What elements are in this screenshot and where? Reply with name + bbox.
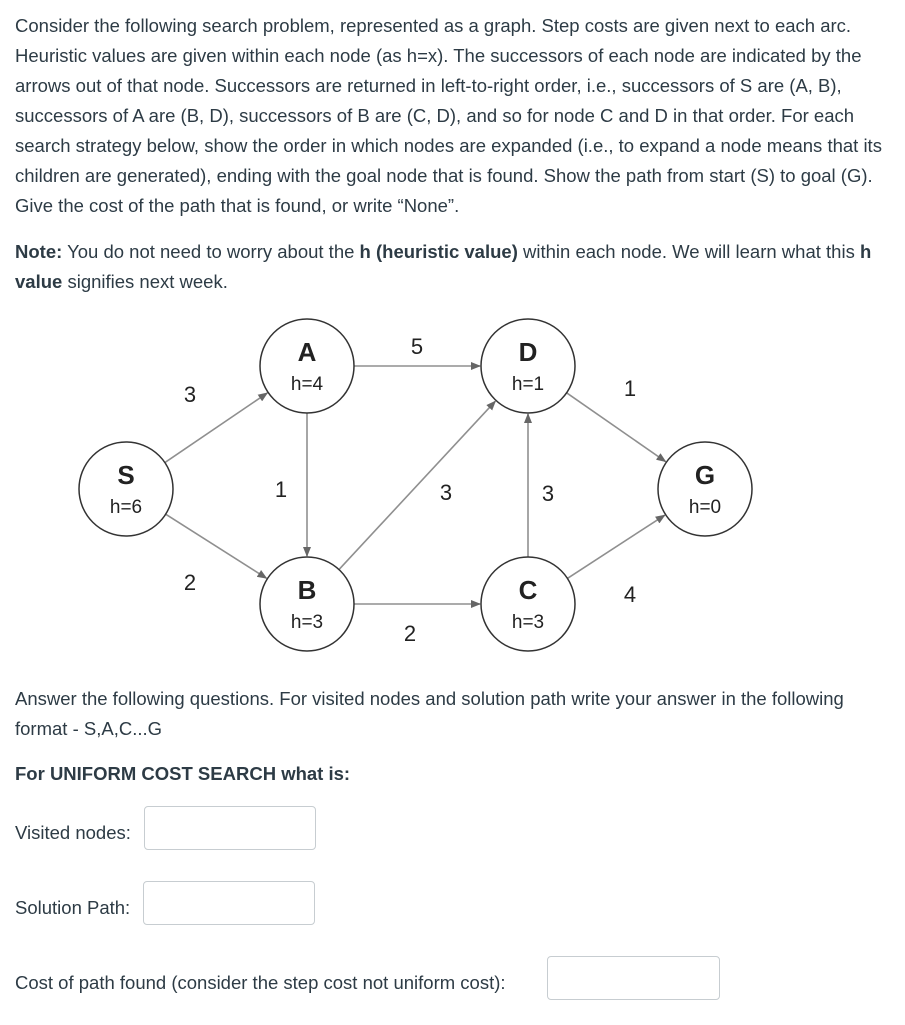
note-bold-h-value: h value — [15, 241, 872, 292]
edge-cost-s-b: 2 — [183, 569, 197, 595]
node-g-label: G — [694, 459, 716, 490]
note-text-1: You do not need to worry about the — [62, 241, 360, 262]
ucs-heading: For UNIFORM COST SEARCH what is: — [15, 763, 351, 784]
solution-path-input[interactable] — [143, 881, 315, 925]
node-s-heuristic: h=6 — [109, 497, 143, 519]
node-s-label: S — [117, 459, 135, 490]
edge-cost-a-d: 5 — [410, 333, 424, 359]
edge-c-g — [567, 515, 664, 578]
edge-cost-c-d: 3 — [541, 480, 555, 506]
node-a — [260, 319, 354, 413]
edge-cost-d-g: 1 — [623, 375, 637, 401]
edge-s-b — [166, 514, 267, 578]
node-d-label: D — [518, 336, 538, 367]
edge-d-g — [567, 393, 666, 462]
edge-cost-a-b: 1 — [274, 476, 288, 502]
edge-cost-s-a: 3 — [183, 381, 197, 407]
path-cost-input[interactable] — [547, 956, 720, 1000]
note-text-2: within each node. We will learn what this — [517, 241, 860, 262]
edge-cost-b-d: 3 — [439, 479, 453, 505]
visited-nodes-input[interactable] — [144, 806, 316, 850]
solution-path-label: Solution Path: — [15, 897, 131, 918]
node-d-heuristic: h=1 — [511, 374, 545, 396]
note-paragraph — [15, 237, 895, 297]
path-cost-label: Cost of path found (consider the step cost not uniform cost): — [15, 972, 506, 993]
note-label: Note: — [15, 241, 63, 262]
edge-s-a — [165, 393, 267, 463]
node-s — [79, 442, 173, 536]
node-c-heuristic: h=3 — [511, 612, 545, 634]
note-bold-heuristic: h (heuristic value) — [359, 241, 518, 262]
node-d — [481, 319, 575, 413]
node-b — [260, 557, 354, 651]
edge-b-d — [339, 401, 495, 569]
node-g — [658, 442, 752, 536]
node-c-label: C — [518, 574, 538, 605]
visited-nodes-label: Visited nodes: — [15, 822, 131, 843]
node-a-heuristic: h=4 — [290, 374, 324, 396]
node-b-heuristic: h=3 — [290, 612, 324, 634]
node-a-label: A — [297, 336, 317, 367]
search-graph — [0, 300, 905, 680]
answer-instructions: Answer the following questions. For visited nodes and solution path write your answer in the following format - S,A,C...G — [15, 688, 844, 739]
edge-cost-b-c: 2 — [403, 620, 417, 646]
node-g-heuristic: h=0 — [688, 497, 722, 519]
problem-description: Consider the following search problem, represented as a graph. Step costs are given next to each arc. Heuristic values are given within each node (as h=x). The successors of each node are indicated by the arrows out of that node. Successors are returned in left-to-right order, i.e., successors of S are (A, B), successors of A are (B, D), successors of B are (C, D), and so for node C and D in that order. For each search strategy below, show the order in which nodes are expanded (i.e., to expand a node means that its children are generated), ending with the goal node that is found. Show the path from start (S) to goal (G). Give the cost of the path that is found, or write “None”. — [15, 15, 882, 216]
edge-cost-c-g: 4 — [623, 581, 637, 607]
node-c — [481, 557, 575, 651]
note-text-3: signifies next week. — [62, 271, 228, 292]
node-b-label: B — [297, 574, 317, 605]
